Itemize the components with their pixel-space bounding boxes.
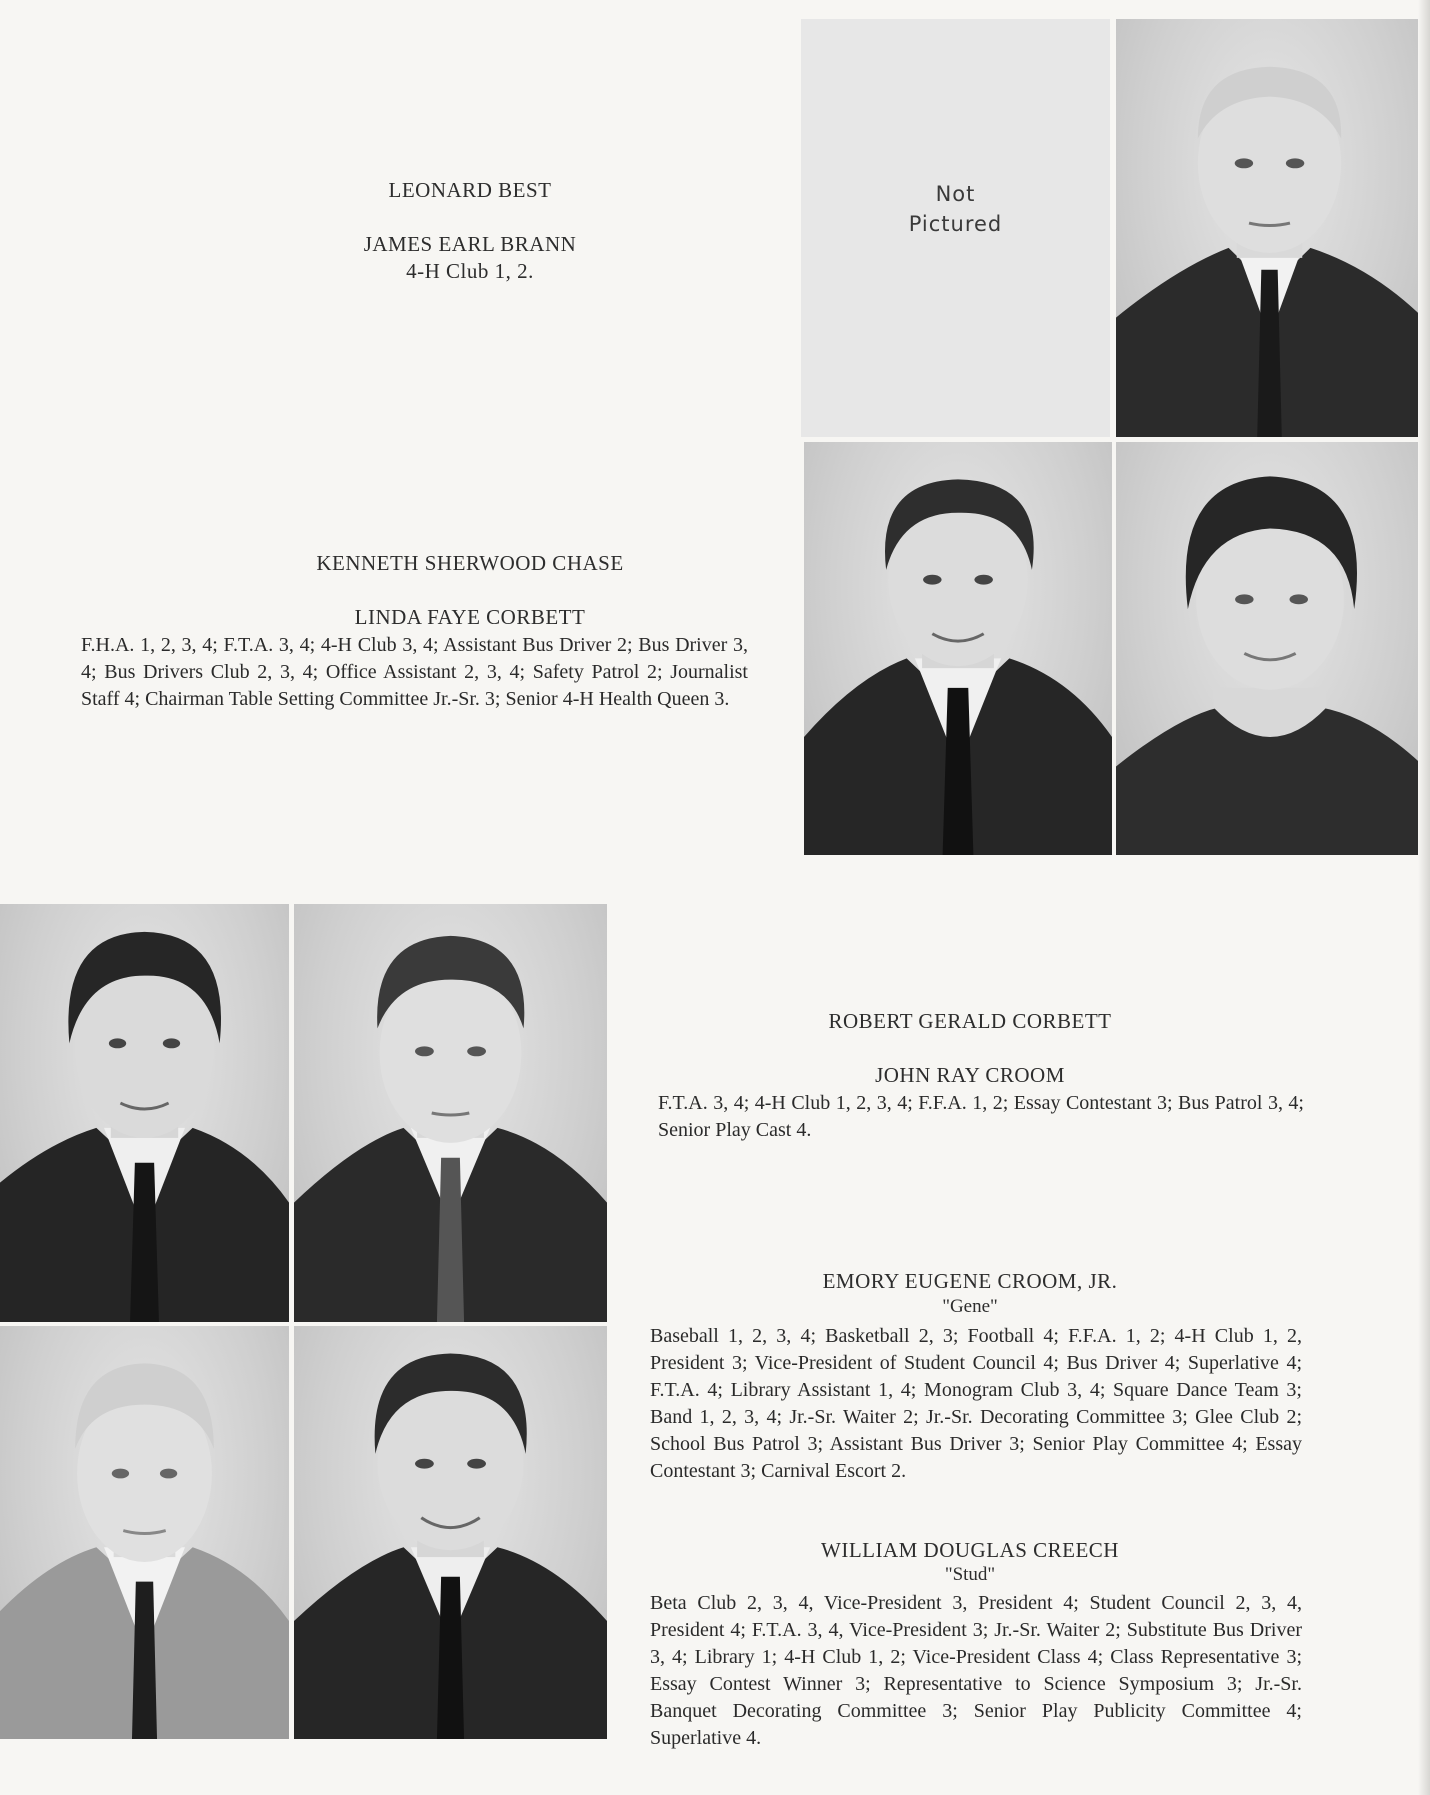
student-activities-john-ray-croom: F.T.A. 3, 4; 4-H Club 1, 2, 3, 4; F.F.A. 1, 2; Essay Contestant 3; Bus Patrol 3, 4; Senior Play Cast 4. xyxy=(658,1092,1304,1141)
student-name-linda-faye-corbett: LINDA FAYE CORBETT xyxy=(354,605,586,629)
portrait-photo-kenneth-sherwood-chase xyxy=(804,442,1112,855)
student-activities-william-douglas-creech: Beta Club 2, 3, 4, Vice-President 3, President 4; Student Council 2, 3, 4, President 4; F.T.A. 3, 4, Vice-President 3; Jr.-Sr. Waiter 2; Substitute Bus Driver 3, 4; Library 1; 4-H Club 1, 2; Vice-President Class 4; Class Representative 3; Essay Contest Winner 3; Representative to Science Symposium 3; Jr.-Sr. Banquet Decorating Committee 3; Senior Play Publicity Committee 4; Superlative 4. xyxy=(650,1592,1302,1749)
student-name-william-douglas-creech: WILLIAM DOUGLAS CREECH xyxy=(821,1538,1119,1562)
student-name-emory-eugene-croom: EMORY EUGENE CROOM, JR. xyxy=(822,1269,1118,1293)
not-pictured-label-line1: Not xyxy=(935,182,976,206)
page-binding-shadow xyxy=(1418,0,1430,1795)
not-pictured-placeholder xyxy=(801,19,1110,437)
student-activities-linda-faye-corbett: F.H.A. 1, 2, 3, 4; F.T.A. 3, 4; 4-H Club 3, 4; Assistant Bus Driver 2; Bus Driver 3, 4; Bus Drivers Club 2, 3, 4; Office Assistant 2, 3, 4; Safety Patrol 2; Journalist Staff 4; Chairman Table Setting Committee Jr.-Sr. 3; Senior 4-H Health Queen 3. xyxy=(81,634,748,710)
portrait-photo-linda-faye-corbett xyxy=(1116,442,1424,855)
student-activities-emory-eugene-croom: Baseball 1, 2, 3, 4; Basketball 2, 3; Football 4; F.F.A. 1, 2; 4-H Club 1, 2, President 3; Vice-President of Student Council 4; Bus Driver 4; Superlative 4; F.T.A. 4; Library Assistant 1, 4; Monogram Club 3, 4; Square Dance Team 3; Band 1, 2, 3, 4; Jr.-Sr. Waiter 2; Jr.-Sr. Decorating Committee 3; Glee Club 2; School Bus Patrol 3; Assistant Bus Driver 3; Senior Play Committee 4; Essay Contestant 3; Carnival Escort 2. xyxy=(650,1325,1302,1482)
student-name-kenneth-sherwood-chase: KENNETH SHERWOOD CHASE xyxy=(316,551,624,575)
portrait-photo-robert-gerald-corbett xyxy=(0,904,289,1322)
student-name-john-ray-croom: JOHN RAY CROOM xyxy=(875,1063,1065,1087)
student-name-robert-gerald-corbett: ROBERT GERALD CORBETT xyxy=(828,1009,1112,1033)
student-name-james-earl-brann: JAMES EARL BRANN xyxy=(363,232,577,256)
portrait-photo-james-earl-brann xyxy=(1116,19,1423,437)
student-nickname-william-douglas-creech: "Stud" xyxy=(944,1564,996,1585)
student-activities-james-earl-brann: 4-H Club 1, 2. xyxy=(406,259,534,283)
portrait-photo-william-douglas-creech xyxy=(294,1326,607,1739)
not-pictured-label-line2: Pictured xyxy=(908,212,1003,236)
portrait-photo-emory-eugene-croom xyxy=(0,1326,289,1739)
portrait-photo-john-ray-croom xyxy=(294,904,607,1322)
student-name-leonard-best: LEONARD BEST xyxy=(388,178,552,202)
student-nickname-emory-eugene-croom: "Gene" xyxy=(942,1296,998,1317)
